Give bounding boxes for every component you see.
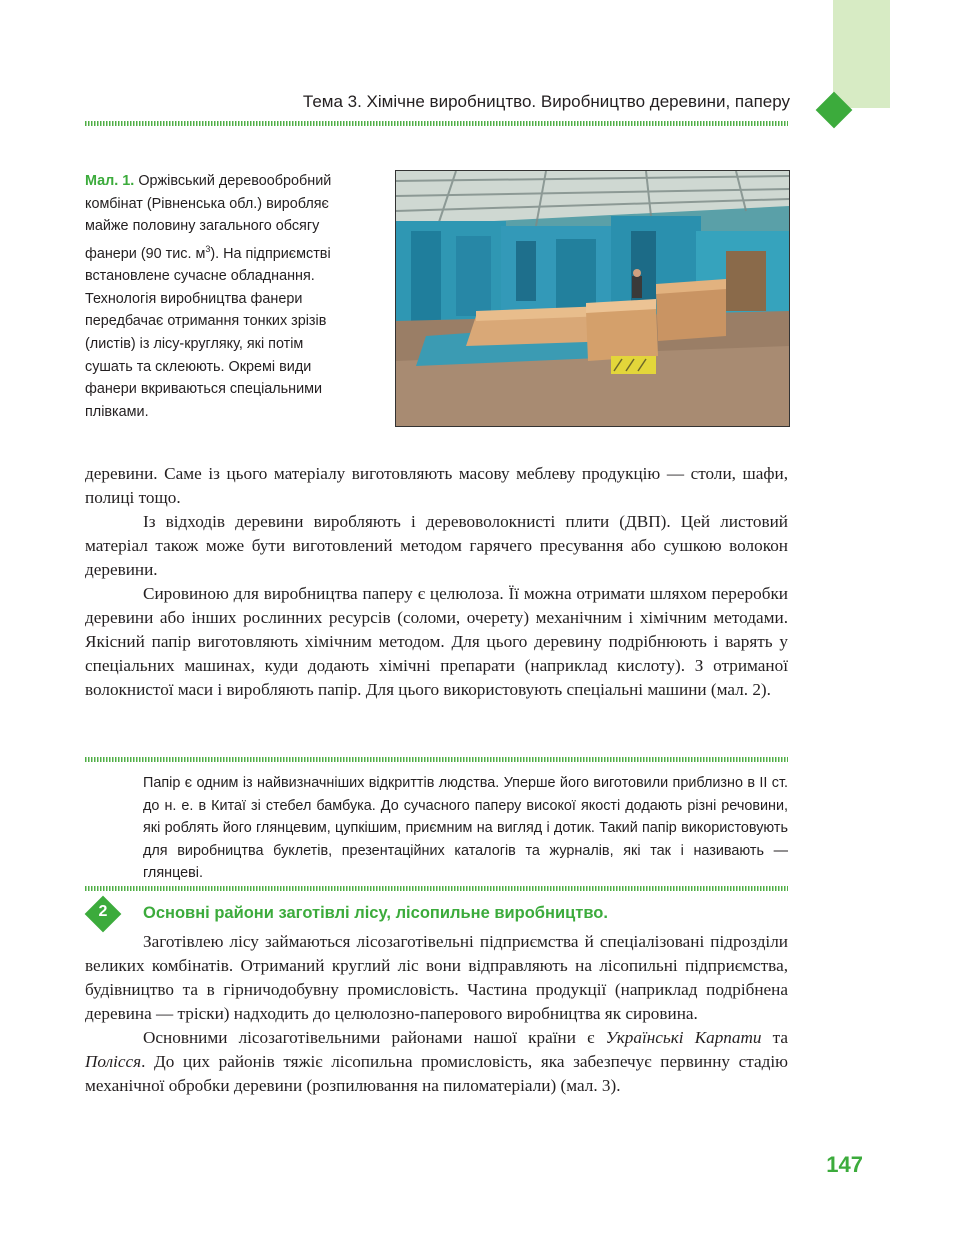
text-run: та <box>761 1028 789 1047</box>
caption-text-end: ). На підприємстві встановлене сучасне обладнання. Технологія виробництва фанери передбачає отримання тонких зрізів (листів) із лісу-кругляку, які потім сушать та склеюють. Окремі види фанери вкриваються спеціальними плівками. <box>85 245 331 420</box>
note-bottom-dotted-rule <box>85 886 788 891</box>
text-run: Основними лісозаготівельними районами нашої країни є <box>143 1028 606 1047</box>
note-top-dotted-rule <box>85 757 788 762</box>
paragraph: Заготівлею лісу займаються лісозаготівельні підприємства й спеціалізовані підрозділи великих комбінатів. Отриманий круглий ліс вони відправляють на лісопильні підприємства, будівництво та в гірничодобувну промисловість. Частина продукції (наприклад подрібнена деревина — тріски) надходить до целюлозно-паперового виробництва як сировина. <box>85 932 788 1023</box>
paragraph: Із відходів деревини виробляють і деревоволокнисті плити (ДВП). Цей листовий матеріал також може бути виготовлений методом гарячего пресування або сушкою волокон деревини. <box>85 512 788 579</box>
paragraph: Сировиною для виробництва паперу є целюлоза. Її можна отримати шляхом переробки деревини або інших рослинних ресурсів (соломи, очерету) механічним і хімічним методами. Якісний папір виготовляють хімічним методом. Для цього деревину подрібнюють і варять у спеціальних машинах, куди додають хімічні препарати (наприклад кислоту). З отриманої волокнистої маси і виробляють папір. Для цього використовують спеціальні машини (мал. 2). <box>85 584 788 699</box>
running-header: Тема 3. Хімічне виробництво. Виробництво деревини, паперу <box>302 92 790 111</box>
factory-photo <box>395 170 790 427</box>
body-text-upper <box>85 462 788 702</box>
section-heading: Основні райони заготівлі лісу, лісопильне виробництво. <box>143 904 608 922</box>
emphasis: Полісся <box>85 1052 142 1071</box>
info-note: Папір є одним із найвизначніших відкриттів людства. Уперше його виготовили приблизно в ІІ ст. до н. е. в Китаї зі стебел бамбука. До сучасного паперу високої якості додають різні речовини, які роблять його глянцевим, цупкішим, приємним на вигляд і дотик. Такий папір використовують для виробництва буклетів, презентаційних каталогів та журналів, які так і називають — глянцеві. <box>143 775 788 881</box>
body-text-lower <box>85 930 788 1098</box>
text-run: . До цих районів тяжіє лісопильна промисловість, яка забезпечує первинну стадію механічної обробки деревини (розпилювання на пиломатеріали) (мал. 3). <box>85 1052 788 1095</box>
emphasis: Українські Карпати <box>605 1028 762 1047</box>
paragraph: деревини. Саме із цього матеріалу виготовляють масову меблеву продукцію — столи, шафи, полиці тощо. <box>85 464 788 507</box>
corner-tab <box>833 0 890 108</box>
figure-label: Мал. 1. <box>85 173 135 189</box>
caption-superscript: 3 <box>205 243 211 254</box>
header-dotted-rule <box>85 121 788 126</box>
section-number: 2 <box>98 903 108 920</box>
caption-text: Оржівський деревообробний комбінат (Рівненська обл.) виробляє майже половину загального обсягу фанери (90 тис. м <box>85 173 332 262</box>
figure-caption <box>85 170 355 423</box>
paragraph <box>85 1026 788 1098</box>
page-number: 147 <box>826 1152 863 1177</box>
